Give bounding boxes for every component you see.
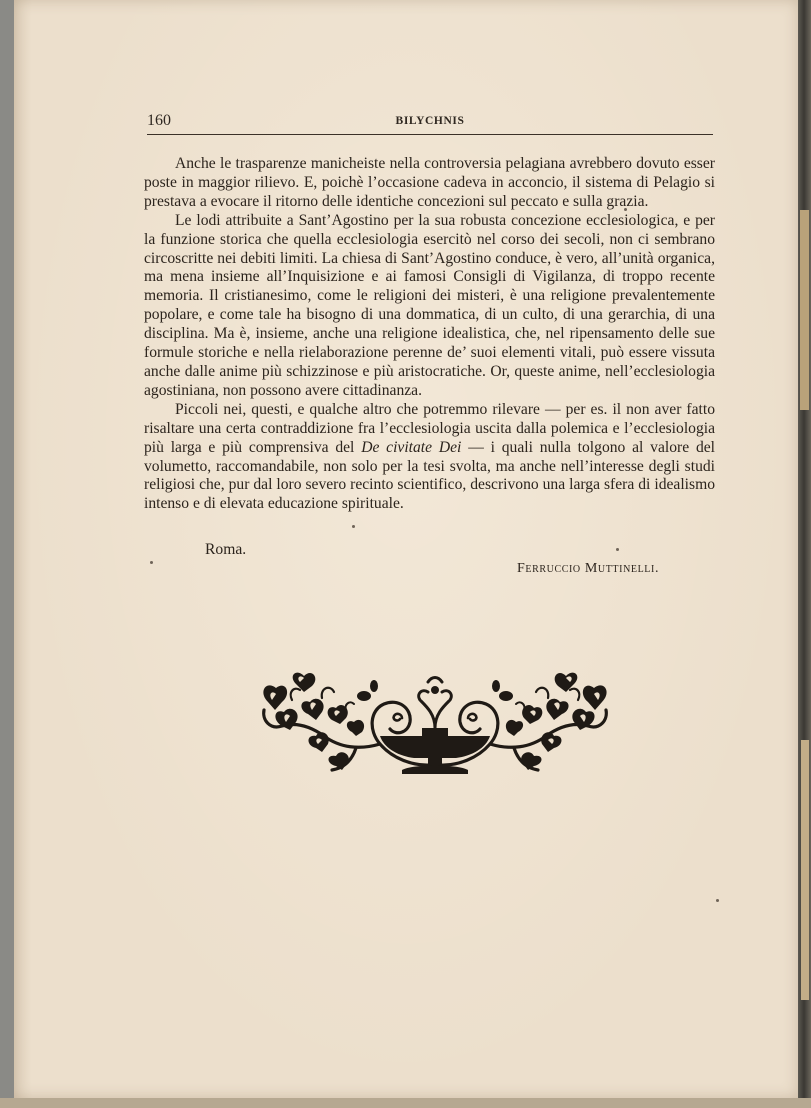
paragraph: Anche le trasparenze manicheiste nella controversia pelagiana avrebbero dovuto esser poste in maggior rilievo. E, poichè l’occasione cadeva in acconcio, il sistema di Pelagio si prestava a evocare il ritorno delle identiche concezioni sul peccato e sulla grazia. [144,155,715,210]
page-stack-edge [798,0,811,1108]
journal-title: BILYCHNIS [395,115,465,127]
page-number: 160 [147,112,171,129]
author-signature: Ferruccio Muttinelli. [517,561,660,576]
place-line: Roma. [205,541,247,558]
floral-urn-vignette-icon [252,670,618,780]
running-header [147,112,713,135]
paragraph [144,401,715,514]
page-edge-tab [800,210,809,410]
article-body [144,155,715,514]
page-edge-tab [801,740,809,1000]
page-bottom-edge [0,1098,811,1108]
paragraph-text: — i quali nulla tolgono al valore del volumetto, raccomandabile, non solo per la tesi svolta, ma anche nell’interesse degli studi religiosi che, pur dal loro severo recinto scientifico, descrivono una larga sfera di idealismo intenso e di elevata educazione spirituale. [144,438,715,513]
work-title: De civitate Dei [361,438,462,456]
paragraph: Le lodi attribuite a Sant’Agostino per la sua robusta concezione ecclesiologica, e per la funzione storica che quella ecclesiologia esercitò nel corso dei secoli, non ci sembrano circoscritte nei debiti limiti. La chiesa di Sant’Agostino conduce, è vero, all’unità organica, ma mena insieme all’Inquisizione e ai famosi Consigli di Vigilanza, di troppo recente memoria. Il cristianesimo, come le religioni dei misteri, è una religione prevalentemente popolare, e come tale ha bisogno di una dommatica, di un culto, di una gerarchia, di una disciplina. Ma è, insieme, anche una religione idealistica, che, nel ripensamento delle sue formule storiche e nella rielaborazione perenne de’ suoi elementi vitali, può essere vissuta anche dalle anime più schizzinose e più aristocratiche. Or, queste anime, nell’ecclesiologia agostiniana, non possono avere cittadinanza. [144,211,715,399]
paragraph-text: Piccoli nei, questi, e qualche altro che potremmo rilevare — per es. il non aver fatto risaltare una certa contraddizione fra l’ecclesiologia uscita dalla polemica e l’ecclesiologia più larga e più comprensiva del [144,400,715,456]
